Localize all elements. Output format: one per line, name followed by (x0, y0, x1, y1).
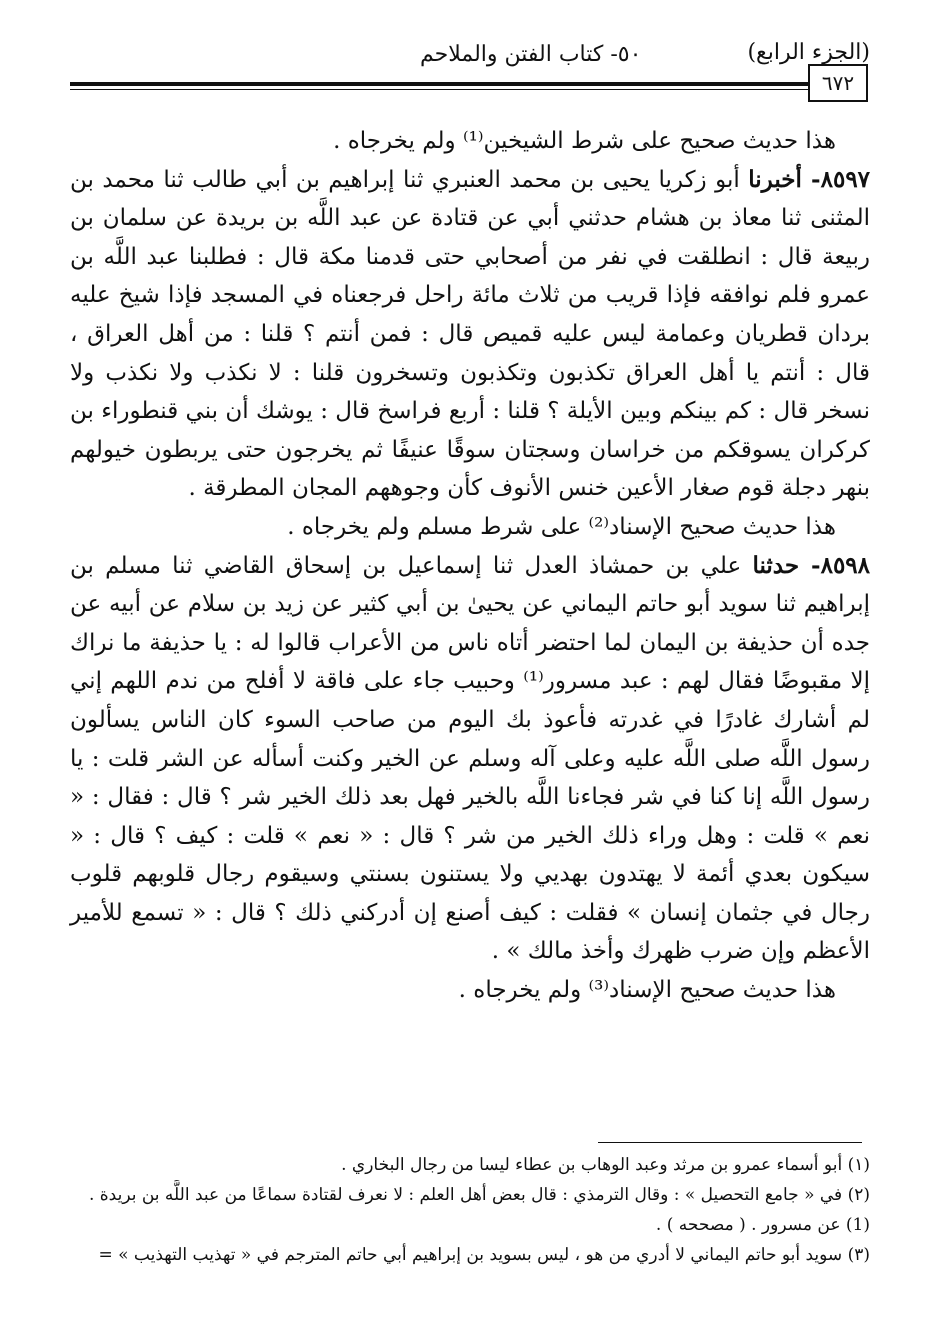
paragraph-grade-3: هذا حديث صحيح الإسناد⁽³⁾ ولم يخرجاه . (458, 977, 836, 1004)
footnote: (٢) في « جامع التحصيل » : وقال الترمذي : قال بعض أهل العلم : لا نعرف لقتادة سماعًا من عبد اللَّه بن بريدة . (88, 1185, 870, 1205)
header-rule-thick (70, 82, 808, 86)
hadith-number: ٨٥٩٨- حدثنا (752, 551, 871, 579)
footnote-rule (598, 1142, 862, 1143)
hadith-8598 (70, 547, 870, 972)
volume-label: (الجزء الرابع) (747, 40, 870, 65)
footnotes (60, 1150, 870, 1270)
footnote: (١) أبو أسماء عمرو بن مرثد وعبد الوهاب بن عطاء ليسا من رجال البخاري . (341, 1155, 870, 1175)
footnote: (1) عن مسرور . ( مصححه ) . (655, 1215, 870, 1235)
hadith-number: ٨٥٩٧- أخبرنا (748, 165, 871, 193)
hadith-text: علي بن حمشاذ العدل ثنا إسماعيل بن إسحاق القاضي ثنا مسلم بن إبراهيم ثنا سويد أبو حاتم اليماني عن يحيىٰ بن أبي كثير عن زيد بن سلام عن أبيه عن جده أن حذيفة بن اليمان لما احتضر أتاه ناس من الأعراب قالوا له : يا حذيفة ما نراك إلا مقبوضًا فقال لهم : عبد مسرور⁽¹⁾ وحبيب جاء على فاقة لا أفلح من ندم اللهم إني لم أشارك غادرًا في غدرته فأعوذ بك اليوم من صاحب السوء كان الناس يسألون رسول اللَّه صلى اللَّه عليه وعلى آله وسلم عن الخير وكنت أسأله عن الشر قلت : يا رسول اللَّه إنا كنا في شر فجاءنا اللَّه بالخير فهل بعد ذلك الخير شر ؟ قال : فقال : « نعم » قلت : وهل وراء ذلك الخير من شر ؟ قال : « نعم » قلت : كيف ؟ قال : « سيكون بعدي أئمة لا يهتدون بهديي ولا يستنون بسنتي وسيقوم رجال قلوبهم قلوب رجال في جثمان إنسان » فقلت : كيف أصنع إن أدركني ذلك ؟ قال : « تسمع للأمير الأعظم وإن ضرب ظهرك وأخذ مالك » . (70, 552, 870, 965)
page-number: ٦٧٢ (808, 64, 868, 102)
header-rule-thin (70, 89, 808, 90)
paragraph-grade-1: هذا حديث صحيح على شرط الشيخين⁽¹⁾ ولم يخرجاه . (333, 128, 836, 154)
footnote: (٣) سويد أبو حاتم اليماني لا أدري من هو ، ليس بسويد بن إبراهيم أبي حاتم المترجم في « تهذيب التهذيب » = (98, 1245, 870, 1265)
hadith-text: أبو زكريا يحيى بن محمد العنبري ثنا إبراهيم بن أبي طالب ثنا محمد بن المثنى ثنا معاذ بن هشام حدثني أبي عن قتادة عن عبد اللَّه بن بريدة عن سلمان بن ربيعة قال : انطلقت في نفر من أصحابي حتى قدمنا مكة قال : فطلبنا عبد اللَّه بن عمرو فلم نوافقه فإذا قريب من ثلاث مائة راحل فرجعناه في المسجد فإذا شيخ عليه بردان قطريان وعمامة ليس عليه قميص قال : فمن أنتم ؟ قلنا : من أهل العراق ، قال : أنتم يا أهل العراق تكذبون وتكذبون وتسخرون قلنا : لا نكذب ولا نكذب ولا نسخر قال : كم بينكم وبين الأيلة ؟ قلنا : أربع فراسخ قال : يوشك أن بني قنطوراء بن كركران يسوقكم من خراسان وسجتان سوقًا عنيفًا ثم يخرجون حتى يربطون خيولهم بنهر دجلة قوم صغار الأعين خنس الأنوف كأن وجوههم المجان المطرقة . (70, 166, 871, 502)
paragraph-grade-2: هذا حديث صحيح الإسناد⁽²⁾ على شرط مسلم ولم يخرجاه . (287, 513, 836, 540)
chapter-title: ٥٠- كتاب الفتن والملاحم (420, 42, 642, 67)
hadith-8597 (70, 161, 870, 508)
main-text (70, 122, 870, 1010)
page-header (40, 30, 900, 70)
